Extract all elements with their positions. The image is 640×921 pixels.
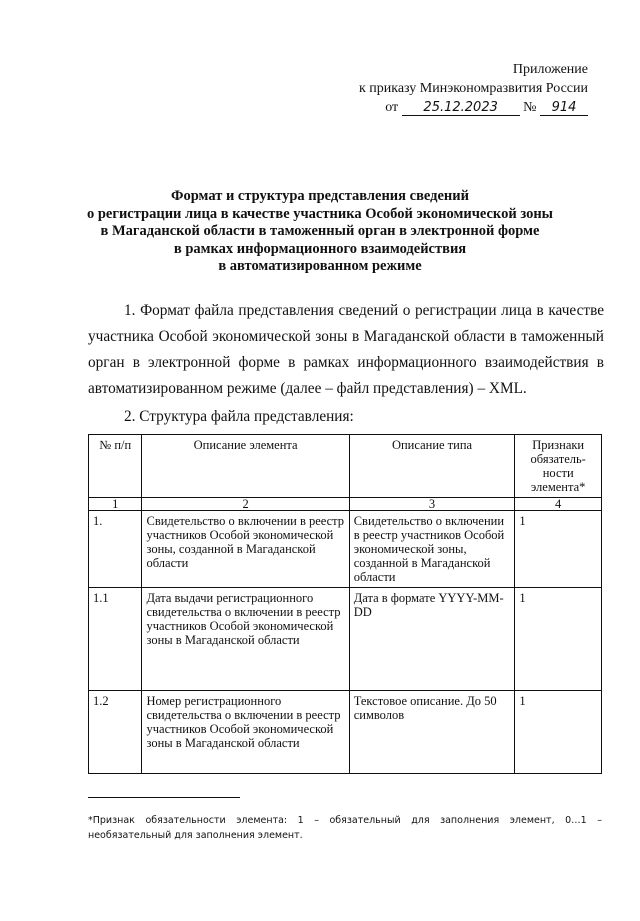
header-cell: Описание типа — [349, 435, 515, 498]
column-number: 2 — [142, 498, 349, 511]
title-line: Формат и структура представления сведений — [171, 188, 469, 204]
order-reference: к приказу Минэкономразвития России — [358, 81, 588, 96]
from-label: от — [385, 100, 399, 115]
header-cell: Описание элемента — [142, 435, 349, 498]
row-number: 1.1 — [89, 588, 142, 691]
element-description: Свидетельство о включении в реестр участников Особой экономической зоны, созданной в Магаданской области — [142, 511, 349, 588]
structure-table — [88, 434, 602, 774]
appendix-label: Приложение — [512, 62, 588, 77]
table-header-row — [89, 435, 602, 498]
title-line: о регистрации лица в качестве участника Особой экономической зоны — [86, 205, 553, 222]
header-cell: № п/п — [89, 435, 142, 498]
type-description: Текстовое описание. До 50 символов — [349, 691, 515, 774]
order-number: 914 — [540, 100, 588, 116]
column-number-row — [89, 498, 602, 511]
required-flag: 1 — [515, 511, 602, 588]
table-row — [89, 588, 602, 691]
table-row — [89, 691, 602, 774]
title-line: в Магаданской области в таможенный орган в электронной форме — [100, 223, 540, 239]
appendix-header — [359, 60, 588, 117]
title-line: в рамках информационного взаимодействия — [173, 240, 467, 257]
header-cell: Признаки обязатель-ности элемента* — [515, 435, 602, 498]
required-flag: 1 — [515, 691, 602, 774]
order-date: 25.12.2023 — [402, 100, 520, 116]
paragraph-1: 1. Формат файла представления сведений о регистрации лица в качестве участника Особой экономической зоны в Магаданской области в таможенный орган в электронной форме в рамках информационного взаимодействия в автоматизированном режиме (далее – файл представления) – XML. — [88, 302, 604, 397]
title-line: в автоматизированном режиме — [218, 258, 422, 274]
element-description: Номер регистрационного свидетельства о включении в реестр участников Особой экономической зоны в Магаданской области — [142, 691, 349, 774]
column-number: 1 — [89, 498, 142, 511]
row-number: 1.2 — [89, 691, 142, 774]
required-flag: 1 — [515, 588, 602, 691]
type-description: Дата в формате YYYY-MM-DD — [349, 588, 515, 691]
footnote-divider — [88, 797, 240, 798]
type-description: Свидетельство о включении в реестр участников Особой экономической зоны, созданной в Магаданской области — [349, 511, 515, 588]
element-description: Дата выдачи регистрационного свидетельства о включении в реестр участников Особой экономической зоны в Магаданской области — [142, 588, 349, 691]
footnote: *Признак обязательности элемента: 1 – обязательный для заполнения элемент, 0…1 – необязательный для заполнения элемент. — [88, 815, 602, 841]
table-row — [89, 511, 602, 588]
paragraph-2: 2. Структура файла представления: — [124, 408, 354, 425]
document-title — [60, 188, 580, 276]
order-date-number — [359, 98, 588, 117]
column-number: 4 — [515, 498, 602, 511]
number-label: № — [523, 100, 537, 115]
row-number: 1. — [89, 511, 142, 588]
column-number: 3 — [349, 498, 515, 511]
